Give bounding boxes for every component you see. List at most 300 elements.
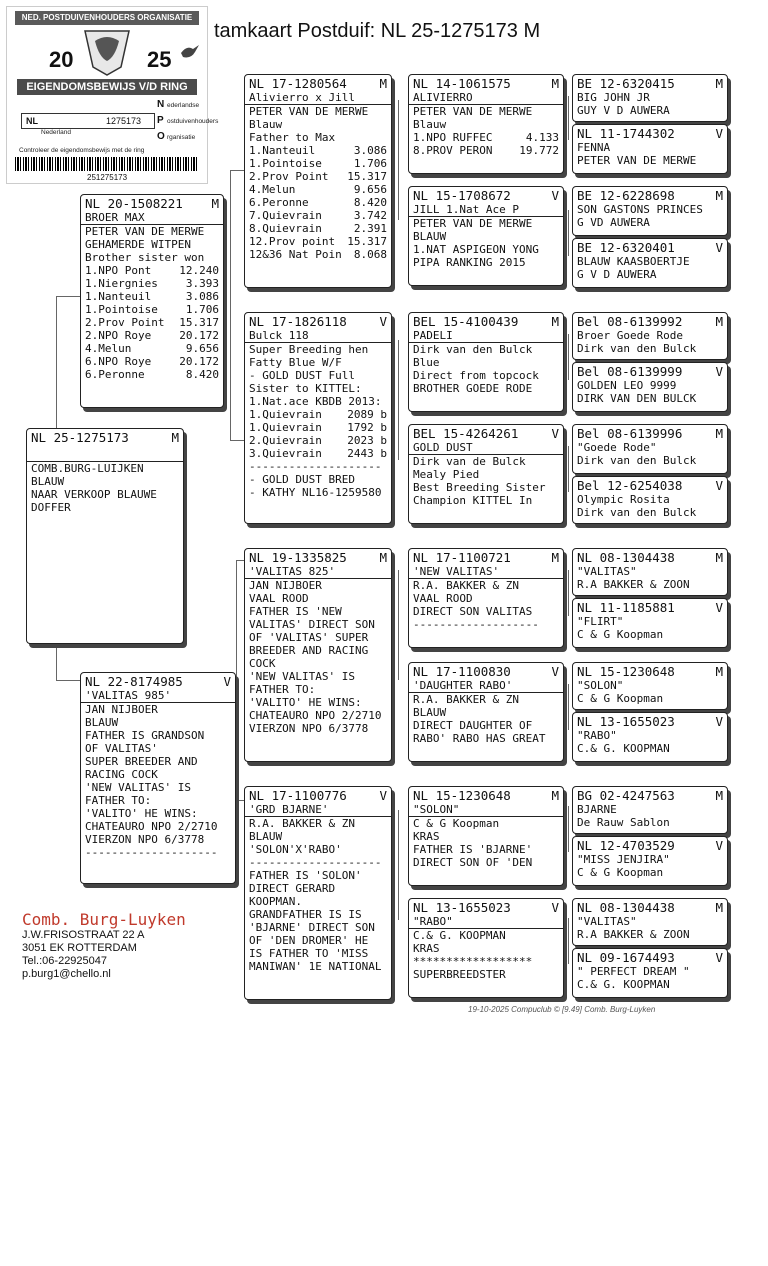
sex: V xyxy=(379,314,387,329)
pigeon-header xyxy=(409,75,563,91)
race: 1.Quievrain xyxy=(249,408,322,421)
pigeon-card-g1[interactable] xyxy=(572,74,728,122)
connector-line xyxy=(56,680,80,681)
info-line: C & G Koopman xyxy=(577,866,664,879)
pigeon-card-g10[interactable] xyxy=(572,598,728,648)
info-line: COMB.BURG-LUIJKEN xyxy=(31,462,144,475)
race: 6.Peronne xyxy=(85,368,145,381)
result-row xyxy=(245,170,391,183)
result-row xyxy=(245,144,391,157)
info-line: Best Breeding Sister xyxy=(413,481,546,494)
ring-number: 1275173 xyxy=(106,116,142,126)
pigeon-card-main[interactable] xyxy=(26,428,184,644)
info-line: 'VALITO' HE WINS: xyxy=(249,696,362,709)
info-line: G V D AUWERA xyxy=(577,268,657,281)
pigeon-header xyxy=(573,549,727,565)
pigeon-header xyxy=(245,787,391,803)
info-line: "VALITAS" xyxy=(577,565,637,578)
entries: 2023 b xyxy=(347,434,387,447)
race: 1.Niergnies xyxy=(85,277,158,290)
pigeon-card-g7[interactable] xyxy=(572,424,728,474)
sex: M xyxy=(715,550,723,565)
info-line: VIERZON NPO 6/3778 xyxy=(85,833,205,846)
pigeon-card-mf[interactable] xyxy=(244,548,392,762)
entries: 8.420 xyxy=(353,196,387,209)
entries: 20.172 xyxy=(179,355,219,368)
pigeon-card-fmm[interactable] xyxy=(408,424,564,524)
entries: 8.068 xyxy=(353,248,387,261)
info-line: FATHER IS GRANDSON xyxy=(85,729,205,742)
ring-id: NL 08-1304438 xyxy=(577,550,675,565)
info-line: BLAUW xyxy=(413,706,447,719)
pigeon-header xyxy=(409,663,563,679)
pigeon-header xyxy=(245,313,391,329)
sex: M xyxy=(379,550,387,565)
entries: 9.656 xyxy=(353,183,387,196)
info-line: FATHER IS 'SOLON' xyxy=(249,869,362,882)
ring-id: BG 02-4247563 xyxy=(577,788,675,803)
entries: 3.086 xyxy=(353,144,387,157)
info-line: BLAUW xyxy=(413,230,447,243)
info-line: KOOPMAN. xyxy=(249,895,302,908)
connector-line xyxy=(56,296,57,430)
sex: M xyxy=(715,426,723,441)
info-line: Blauw xyxy=(413,118,447,131)
pigeon-name: Bulck 118 xyxy=(245,329,391,343)
connector-line xyxy=(398,100,399,220)
info-line: VALITAS' DIRECT SON xyxy=(249,618,375,631)
info-line: 'VALITO' HE WINS: xyxy=(85,807,198,820)
ring-id: BEL 15-4100439 xyxy=(413,314,519,329)
pigeon-name: JILL 1.Nat Ace P xyxy=(409,203,563,217)
entries: 12.240 xyxy=(179,264,219,277)
ring-id: NL 15-1230648 xyxy=(577,664,675,679)
info-line: DIRECT SON OF 'DEN xyxy=(413,856,533,869)
info-line: BIG JOHN JR xyxy=(577,91,650,104)
info-line: 'BJARNE' DIRECT SON xyxy=(249,921,375,934)
pigeon-card-mother[interactable] xyxy=(80,672,236,884)
pigeon-header xyxy=(573,75,727,91)
race: 4.Melun xyxy=(249,183,296,196)
race: 2.NPO Roye xyxy=(85,329,152,342)
pigeon-card-g12[interactable] xyxy=(572,712,728,762)
result-row xyxy=(245,248,391,261)
result-row xyxy=(245,235,391,248)
race: 1.Pointoise xyxy=(249,157,322,170)
info-line: PETER VAN DE MERWE xyxy=(577,154,697,167)
info-line: JAN NIJBOER xyxy=(249,579,322,592)
race: 12.Prov point xyxy=(249,235,336,248)
pigeon-card-g9[interactable] xyxy=(572,548,728,596)
pigeon-card-g13[interactable] xyxy=(572,786,728,834)
info-line: Super Breeding hen xyxy=(249,343,369,356)
info-line: KRAS xyxy=(413,942,440,955)
pigeon-header xyxy=(573,899,727,915)
pigeon-name: 'VALITAS 985' xyxy=(81,689,235,703)
info-line: BROTHER GOEDE RODE xyxy=(413,382,533,395)
ring-certificate xyxy=(6,6,219,184)
info-line: - GOLD DUST Full xyxy=(249,369,355,382)
info-line: ****************** xyxy=(413,955,533,968)
pigeon-name: ALIVIERRO xyxy=(409,91,563,105)
info-line: "FLIRT" xyxy=(577,615,624,628)
pigeon-card-mm[interactable] xyxy=(244,786,392,1000)
pigeon-header xyxy=(409,549,563,565)
result-row xyxy=(81,355,223,368)
result-row xyxy=(409,144,563,157)
info-line: FATHER TO: xyxy=(249,683,316,696)
barcode xyxy=(15,157,199,171)
entries: 15.317 xyxy=(347,235,387,248)
race: 1.Quievrain xyxy=(249,421,322,434)
sex: V xyxy=(551,900,559,915)
info-line: SON GASTONS PRINCES xyxy=(577,203,703,216)
pigeon-name: PADELI xyxy=(409,329,563,343)
info-line: Broer Goede Rode xyxy=(577,329,683,342)
info-line: DIRK VAN DEN BULCK xyxy=(577,392,697,405)
sex: M xyxy=(551,76,559,91)
ring-id: NL 17-1100830 xyxy=(413,664,511,679)
entries: 2.391 xyxy=(353,222,387,235)
info-line: C & G Koopman xyxy=(577,628,664,641)
pigeon-card-father[interactable] xyxy=(80,194,224,408)
ring-id: Bel 12-6254038 xyxy=(577,478,683,493)
ring-id: BE 12-6320401 xyxy=(577,240,675,255)
certificate-org: NED. POSTDUIVENHOUDERS ORGANISATIE xyxy=(15,11,199,25)
entries: 9.656 xyxy=(185,342,219,355)
race: 6.NPO Roye xyxy=(85,355,152,368)
ring-id: NL 17-1826118 xyxy=(249,314,347,329)
result-row xyxy=(245,421,391,434)
info-line: BLAUW KAASBOERTJE xyxy=(577,255,690,268)
pigeon-card-ff[interactable] xyxy=(244,74,392,288)
entries: 15.317 xyxy=(347,170,387,183)
info-line: C.& G. KOOPMAN xyxy=(577,978,670,991)
pigeon-card-mmm[interactable] xyxy=(408,898,564,998)
info-line: Fatty Blue W/F xyxy=(249,356,342,369)
info-line: Dirk van de Bulck xyxy=(413,455,526,468)
connector-line xyxy=(56,640,57,680)
entries: 15.317 xyxy=(179,316,219,329)
info-line: 'NEW VALITAS' IS xyxy=(85,781,191,794)
pigeon-header xyxy=(409,187,563,203)
pigeon-name: 'DAUGHTER RABO' xyxy=(409,679,563,693)
certificate-note: Controleer de eigendomsbewijs met de ring xyxy=(19,147,145,154)
info-line: FENNA xyxy=(577,141,611,154)
sex: V xyxy=(715,838,723,853)
result-row xyxy=(245,408,391,421)
sex: V xyxy=(379,788,387,803)
ring-id: NL 22-8174985 xyxy=(85,674,183,689)
ring-id: NL 25-1275173 xyxy=(31,430,129,445)
pigeon-card-mff[interactable] xyxy=(408,548,564,648)
connector-line xyxy=(568,210,569,256)
result-row xyxy=(245,196,391,209)
pigeon-name: BROER MAX xyxy=(81,211,223,225)
pigeon-card-fff[interactable] xyxy=(408,74,564,174)
pigeon-card-fmf[interactable] xyxy=(408,312,564,412)
pigeon-header xyxy=(573,837,727,853)
ring-id: NL 13-1655023 xyxy=(413,900,511,915)
connector-line xyxy=(230,170,231,440)
result-row xyxy=(81,342,223,355)
sex: M xyxy=(171,430,179,445)
letter-n: N xyxy=(157,99,165,110)
result-row xyxy=(81,290,223,303)
result-row xyxy=(245,222,391,235)
barcode-number: 251275173 xyxy=(87,173,128,182)
pigeon-card-g15[interactable] xyxy=(572,898,728,946)
race: 1.NPO Pont xyxy=(85,264,152,277)
letter-n-word: ederlandse xyxy=(167,102,200,109)
pigeon-card-mfm[interactable] xyxy=(408,662,564,762)
certificate-heading: EIGENDOMSBEWIJS V/D RING xyxy=(17,79,197,95)
info-line: BREEDER AND RACING xyxy=(249,644,369,657)
info-line: DIRECT DAUGHTER OF xyxy=(413,719,533,732)
info-line: "MISS JENJIRA" xyxy=(577,853,670,866)
owner-phone: Tel.:06-22925047 xyxy=(22,955,108,967)
pigeon-header xyxy=(81,195,223,211)
info-line: FATHER TO: xyxy=(85,794,152,807)
info-line: VAAL ROOD xyxy=(249,592,309,605)
entries: 1792 b xyxy=(347,421,387,434)
pigeon-header xyxy=(409,899,563,915)
info-line: BLAUW xyxy=(85,716,119,729)
pigeon-card-g2[interactable] xyxy=(572,124,728,174)
sex: V xyxy=(715,950,723,965)
info-line: GRANDFATHER IS IS xyxy=(249,908,362,921)
info-line: Olympic Rosita xyxy=(577,493,670,506)
ring-box xyxy=(21,113,155,129)
entries: 3.742 xyxy=(353,209,387,222)
entries: 1.706 xyxy=(353,157,387,170)
info-line: Dirk van den Bulck xyxy=(413,343,533,356)
pigeon-header xyxy=(573,663,727,679)
pigeon-card-mmf[interactable] xyxy=(408,786,564,886)
entries: 20.172 xyxy=(179,329,219,342)
info-line: "VALITAS" xyxy=(577,915,637,928)
pigeon-header xyxy=(573,239,727,255)
pigeon-name: GOLD DUST xyxy=(409,441,563,455)
race: 1.NPO RUFFEC xyxy=(413,131,493,144)
ring-id: NL 08-1304438 xyxy=(577,900,675,915)
pigeon-header xyxy=(573,949,727,965)
pigeon-header xyxy=(245,549,391,565)
entries: 8.420 xyxy=(185,368,219,381)
info-line: CHATEAURO NPO 2/2710 xyxy=(85,820,218,833)
ring-id: NL 11-1744302 xyxy=(577,126,675,141)
pigeon-header xyxy=(573,425,727,441)
info-line: Sister to KITTEL: xyxy=(249,382,362,395)
info-line: GUY V D AUWERA xyxy=(577,104,670,117)
info-line: "RABO" xyxy=(577,729,617,742)
result-row xyxy=(81,329,223,342)
owner-email: p.burg1@chello.nl xyxy=(22,968,111,980)
info-line: "SOLON" xyxy=(577,679,624,692)
result-row xyxy=(409,131,563,144)
connector-line xyxy=(398,340,399,460)
nederland-label: Nederland xyxy=(41,129,71,136)
ring-id: NL 17-1280564 xyxy=(249,76,347,91)
info-line: VIERZON NPO 6/3778 xyxy=(249,722,369,735)
info-line: 1.NAT ASPIGEON YONG xyxy=(413,243,539,256)
info-line: NAAR VERKOOP BLAUWE xyxy=(31,488,157,501)
ring-id: NL 17-1100721 xyxy=(413,550,511,565)
info-line: R.A. BAKKER & ZN xyxy=(413,693,519,706)
connector-line xyxy=(230,170,244,171)
connector-line xyxy=(568,446,569,492)
ring-id: BE 12-6320415 xyxy=(577,76,675,91)
connector-line xyxy=(568,570,569,616)
pigeon-header xyxy=(81,673,235,689)
sex: M xyxy=(551,550,559,565)
connector-line xyxy=(236,560,237,800)
ring-country: NL xyxy=(26,116,38,126)
info-line: JAN NIJBOER xyxy=(85,703,158,716)
race: 2.Quievrain xyxy=(249,434,322,447)
pigeon-card-g4[interactable] xyxy=(572,238,728,288)
info-line: - GOLD DUST BRED xyxy=(249,473,355,486)
letter-o: O xyxy=(157,131,165,142)
ring-id: BEL 15-4264261 xyxy=(413,426,519,441)
info-line: PIPA RANKING 2015 xyxy=(413,256,526,269)
sex: V xyxy=(715,600,723,615)
info-line: BLAUW xyxy=(249,830,283,843)
entries: 2443 b xyxy=(347,447,387,460)
pigeon-name: "RABO" xyxy=(409,915,563,929)
info-line: -------------------- xyxy=(249,856,382,869)
lion-emblem-icon xyxy=(77,27,137,77)
pigeon-name: 'VALITAS 825' xyxy=(245,565,391,579)
info-line: C & G Koopman xyxy=(413,817,500,830)
ring-id: NL 13-1655023 xyxy=(577,714,675,729)
info-line: PETER VAN DE MERWE xyxy=(85,225,205,238)
race: 1.Pointoise xyxy=(85,303,158,316)
result-row xyxy=(245,157,391,170)
result-row xyxy=(245,434,391,447)
year-right: 25 xyxy=(147,47,172,72)
pigeon-header xyxy=(573,125,727,141)
race: 12&36 Nat Poin xyxy=(249,248,342,261)
connector-line xyxy=(568,806,569,852)
info-line: Dirk van den Bulck xyxy=(577,342,697,355)
info-line: DIRECT SON VALITAS xyxy=(413,605,533,618)
owner-city: 3051 EK ROTTERDAM xyxy=(22,942,137,954)
connector-line xyxy=(236,800,244,801)
ring-id: NL 17-1100776 xyxy=(249,788,347,803)
pigeon-name: 'NEW VALITAS' xyxy=(409,565,563,579)
pigeon-card-g11[interactable] xyxy=(572,662,728,710)
entries: 3.393 xyxy=(185,277,219,290)
pigeon-card-g6[interactable] xyxy=(572,362,728,412)
info-line: BLAUW xyxy=(31,475,65,488)
entries: 19.772 xyxy=(519,144,559,157)
ring-id: NL 11-1185881 xyxy=(577,600,675,615)
race: 1.Nanteuil xyxy=(85,290,152,303)
pigeon-header xyxy=(573,313,727,329)
sex: V xyxy=(715,714,723,729)
sex: V xyxy=(715,478,723,493)
pigeon-header xyxy=(573,787,727,803)
pigeon-card-ffm[interactable] xyxy=(408,186,564,286)
ring-id: NL 15-1708672 xyxy=(413,188,511,203)
info-line: PETER VAN DE MERWE xyxy=(413,217,533,230)
sex: M xyxy=(551,314,559,329)
page-title: tamkaart Postduif: NL 25-1275173 M xyxy=(214,20,541,42)
info-line: Direct from topcock xyxy=(413,369,539,382)
result-row xyxy=(81,316,223,329)
info-line: R.A BAKKER & ZOON xyxy=(577,578,690,591)
connector-line xyxy=(568,684,569,730)
result-row xyxy=(245,209,391,222)
connector-line xyxy=(56,296,80,297)
info-line: GOLDEN LEO 9999 xyxy=(577,379,677,392)
info-line: DOFFER xyxy=(31,501,71,514)
info-line: " PERFECT DREAM " xyxy=(577,965,690,978)
footer-text: 19-10-2025 Compuclub © [9.49] Comb. Burg-Luyken xyxy=(468,1005,656,1014)
year-left: 20 xyxy=(49,47,74,72)
info-line: 1.Nat.ace KBDB 2013: xyxy=(249,395,382,408)
pigeon-card-g16[interactable] xyxy=(572,948,728,998)
dove-icon xyxy=(179,43,201,61)
info-line: PETER VAN DE MERWE xyxy=(249,105,369,118)
info-line: CHATEAURO NPO 2/2710 xyxy=(249,709,382,722)
pigeon-header xyxy=(409,313,563,329)
info-line: Mealy Pied xyxy=(413,468,480,481)
pigeon-header xyxy=(245,75,391,91)
info-line: "Goede Rode" xyxy=(577,441,657,454)
race: 2.Prov Point xyxy=(249,170,329,183)
owner-name: Comb. Burg-Luyken xyxy=(22,910,186,929)
pigeon-name: 'GRD BJARNE' xyxy=(245,803,391,817)
info-line: -------------------- xyxy=(249,460,382,473)
entries: 3.086 xyxy=(185,290,219,303)
sex: V xyxy=(715,126,723,141)
race: 1.Nanteuil xyxy=(249,144,316,157)
info-line: Brother sister won xyxy=(85,251,205,264)
pigeon-card-g5[interactable] xyxy=(572,312,728,360)
info-line: BJARNE xyxy=(577,803,617,816)
pigeon-header xyxy=(573,599,727,615)
race: 2.Prov Point xyxy=(85,316,165,329)
sex: M xyxy=(715,76,723,91)
ring-id: BE 12-6228698 xyxy=(577,188,675,203)
info-line: R.A BAKKER & ZOON xyxy=(577,928,690,941)
info-line: C.& G. KOOPMAN xyxy=(577,742,670,755)
pigeon-card-g3[interactable] xyxy=(572,186,728,236)
ring-id: Bel 08-6139996 xyxy=(577,426,683,441)
info-line: R.A. BAKKER & ZN xyxy=(413,579,519,592)
race: 4.Melun xyxy=(85,342,132,355)
owner-block xyxy=(22,910,186,981)
pigeon-card-g8[interactable] xyxy=(572,476,728,524)
connector-line xyxy=(568,918,569,964)
result-row xyxy=(81,368,223,381)
info-line: RABO' RABO HAS GREAT xyxy=(413,732,546,745)
result-row xyxy=(81,303,223,316)
sex: M xyxy=(715,664,723,679)
race: 8.Quievrain xyxy=(249,222,322,235)
info-line: De Rauw Sablon xyxy=(577,816,670,829)
info-line: R.A. BAKKER & ZN xyxy=(249,817,355,830)
pigeon-header xyxy=(573,187,727,203)
info-line: OF 'DEN DROMER' HE xyxy=(249,934,369,947)
pigeon-card-g14[interactable] xyxy=(572,836,728,886)
info-line: Blauw xyxy=(249,118,283,131)
info-line: C.& G. KOOPMAN xyxy=(413,929,506,942)
info-line: IS FATHER TO 'MISS xyxy=(249,947,369,960)
pigeon-card-fm[interactable] xyxy=(244,312,392,524)
